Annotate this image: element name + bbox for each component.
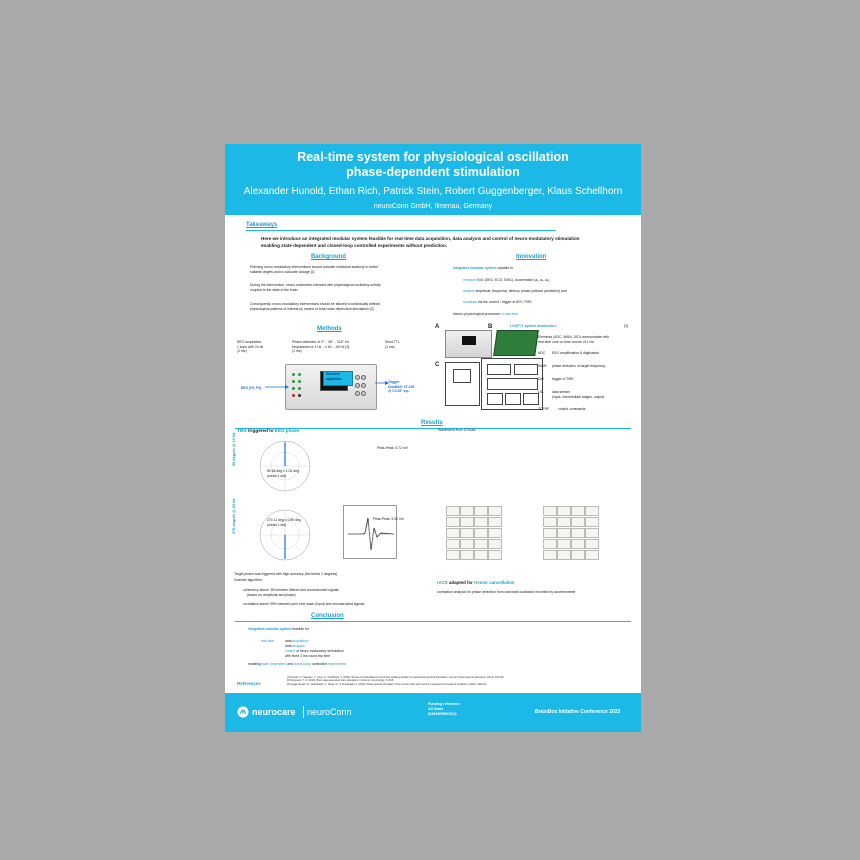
row1-axis-label: 90 degree @ 10 Hz xyxy=(232,432,236,466)
poster-title xyxy=(225,150,641,180)
eeg-arrow xyxy=(265,384,289,390)
send-ttl-line-2: (1 ms) xyxy=(385,344,395,349)
background-p2b: coupled to the state of the brain xyxy=(250,288,298,292)
funding-line-2: (03349R0EK9C3) xyxy=(428,711,457,716)
innovation-line-3 xyxy=(463,300,532,305)
loop-row-tcp: TCP/IP control commands xyxy=(538,407,586,411)
innovation-intro-blue: integrated modular system xyxy=(453,266,497,270)
poster-footer xyxy=(225,693,641,732)
goertzel-point-1b: (based on amplitude and phase) xyxy=(247,593,296,597)
conclusion-item-1: data acquisition xyxy=(285,639,309,643)
tremor-grid-left xyxy=(446,506,502,562)
mep-waveform-plot xyxy=(343,505,397,559)
funding-reference xyxy=(428,702,461,716)
conclusion-item-2: data analysis xyxy=(285,644,305,648)
conclusion-rule xyxy=(235,621,631,622)
takeaways-line-2: enabling state dependent and closed-loop controlled experiments without prediction. xyxy=(261,243,448,248)
innovation-l3-blue: modulate xyxy=(463,300,477,304)
background-p1a: Planning neuro-modulatory interventions should consider individual anatomy to select xyxy=(250,265,379,269)
innovation-l1-rest: ExG (EEG, ECG, EMG), Acceleration (aₓ, aᵧ, aₔ) xyxy=(477,278,550,282)
phase-det-line-1: Phase detection of 0° .. 45° .. 315° for xyxy=(292,340,349,344)
conclusion-intro-rest: feasible for xyxy=(292,627,309,631)
poster xyxy=(225,144,641,732)
tacs-heading xyxy=(437,580,515,585)
takeaways-heading: Takeaways xyxy=(246,222,278,228)
goertzel-title: Goertzel algorithm: xyxy=(234,578,263,582)
conclusion-enabling: enabling state dependent and closed-loop controlled experiments xyxy=(248,662,347,666)
background-heading: Background xyxy=(311,254,347,260)
references-heading: References xyxy=(237,681,261,686)
poster-header xyxy=(225,144,641,215)
neurocare-logo-icon xyxy=(237,706,249,718)
loop-intro-line-1: Elements (ADC, MAIN, DIO) communicate with xyxy=(538,335,609,339)
loop-row-lsl: LSL data stream xyxy=(538,390,570,394)
device-right-ports xyxy=(354,373,368,401)
tremor-grid-right xyxy=(543,506,599,562)
phase-det-line-2: frequencies of 4 Hz .. 4 Hz .. 40 Hz [3] xyxy=(292,344,350,349)
eeg-acq-line-1: EEG acquisition: xyxy=(237,340,263,344)
phase-detection xyxy=(292,340,349,354)
goertzel-label-line-1: Goertzel xyxy=(326,372,340,376)
reference-2: [2] Bergmann, T. O. (2018). Brain state-dependent brain stimulation. Frontiers in psychology, 9, 2108. xyxy=(287,679,394,683)
takeaways-line-1: Here we introduce an integrated modular system feasible for real-time data acquisition, data analysis and control of neuro-modulatory stimulation xyxy=(261,236,580,241)
background-p3b: physiological patterns of interest by means of brain state dependent stimulation [2]. xyxy=(250,307,375,311)
innovation-line-1 xyxy=(463,278,549,283)
trigger-line-2: DuoMAG XT-100 xyxy=(388,384,415,389)
background-p2a: During the intervention, neuro-modulation interacts with physiological oscillatory activity xyxy=(250,283,381,287)
circuit-boards-image xyxy=(493,330,539,356)
loop-intro-line-2: real-time core on time course of 1 ms xyxy=(538,339,594,344)
funding-line-1: AD Brain xyxy=(428,706,444,711)
trigger-arrow xyxy=(375,380,389,386)
send-ttl-line-1: Send TTL xyxy=(385,340,400,344)
tms-heading xyxy=(237,428,299,433)
loop-row-main: MAIN phase detection of target frequency xyxy=(538,364,606,368)
title-line-2: phase-dependent stimulation xyxy=(346,165,520,179)
eeg-acq-line-3: (1 ms) xyxy=(237,349,247,354)
innovation-intro-rest: capable to xyxy=(497,266,513,270)
takeaways-rule xyxy=(246,230,556,231)
loop-intro xyxy=(538,335,609,344)
goertzel-point-2: correlation above 95% between pure sine wave (input) and reconstructed signals xyxy=(243,602,365,606)
neurocare-logo-text: neurocare xyxy=(252,707,296,717)
innovation-heading: Innovation xyxy=(516,254,547,260)
eeg-acquisition xyxy=(237,340,263,354)
reference-3: [3] Guggenberger, R., Gharabaghi, A., Neale, M., & Gharabaghi, A. (2023). Phase-specific stimulation of the human brain with real-time measurement instead of prediction. bioRxiv, 2023-04. xyxy=(287,682,487,686)
trigger-label xyxy=(388,380,414,394)
polar-plot-90deg xyxy=(257,438,313,494)
conference-name: BrainBox Initiative Conference 2023 xyxy=(535,709,621,715)
tacs-word: tACS xyxy=(437,580,448,585)
eeg-electrodes-label: EEG (F3, P3) xyxy=(241,386,262,390)
send-ttl xyxy=(385,340,400,349)
loopit-device-small xyxy=(445,330,492,358)
loop-title: LOOP IT system architecture xyxy=(510,324,557,328)
row2-peak-peak: Peak-Peak: 5.32 mV xyxy=(373,517,405,521)
tacs-text: correlation analysis for phase detection from dominant oscillation recorded by accelerometer xyxy=(437,590,576,594)
row2-stat xyxy=(267,518,301,527)
row1-stat-line-1: 89.66 deg ± 1.02 deg xyxy=(267,469,300,473)
innovation-intro xyxy=(453,266,513,271)
loop-ref: [3] xyxy=(624,324,628,328)
references-list xyxy=(287,676,504,686)
conclusion-heading: Conclusion xyxy=(311,613,344,619)
trigger-line-3: @ C3 45° a.p. xyxy=(388,389,410,394)
conclusion-intro-blue: integrated modular system xyxy=(248,627,292,631)
tms-word: TMS xyxy=(237,428,247,433)
methods-heading: Methods xyxy=(317,326,342,332)
mep-waveform-trace xyxy=(344,506,396,558)
affiliation: neuroConn GmbH, Ilmenau, Germany xyxy=(373,203,493,210)
row1-stat-line-2: (mean ± std) xyxy=(267,473,287,478)
loop-row-adc: ADC EEG amplification & digitization xyxy=(538,351,600,355)
neuroconn-logo-text: neuroConn xyxy=(307,707,352,717)
logo-divider xyxy=(303,706,304,718)
authors: Alexander Hunold, Ethan Rich, Patrick Stein, Robert Guggenberger, Klaus Schellhorn xyxy=(243,186,623,197)
eeg-acq-line-2: 1 kops with 24 bit xyxy=(237,344,264,349)
phase-det-line-3: (1 ms) xyxy=(292,349,302,354)
innovation-line-2 xyxy=(463,289,567,294)
loop-row-dio: DIO trigger of TMS xyxy=(538,377,574,381)
innovation-l2-blue: analyze xyxy=(463,289,475,293)
panel-label-b: B xyxy=(488,324,493,330)
tacs-tremor: tremor cancellation xyxy=(474,580,515,585)
panel-label-a: A xyxy=(435,324,440,330)
goertzel-point-1: coherency above .85 between filtered and reconstructed signals xyxy=(243,588,339,592)
waveforms-note: Waveforms from 20 trials xyxy=(438,428,476,432)
tms-eeg-phase: EEG phase xyxy=(274,428,300,433)
conclusion-intro xyxy=(248,627,309,632)
innovation-l2-rest: amplitude, frequency, latency, phase (without prediction) and xyxy=(475,289,567,293)
funding-label: Funding reference: xyxy=(428,702,461,706)
row1-peak-peak: Peak-Peak: 5.72 mV xyxy=(377,446,409,450)
row2-axis-label: 270 degree @ 20 Hz xyxy=(232,498,236,534)
panel-label-c: C xyxy=(435,362,440,368)
row1-stat xyxy=(267,469,299,478)
conclusion-item-3: control of neuro-modulatory stimulation xyxy=(285,649,344,653)
background-p1b: suitable targets and to calculate dosage [1] xyxy=(250,270,315,274)
reference-1: [1] Hunold, A., Haueisen, J., Nees, F., & Moliadze, V. (2023). Review of individualized current flow modeling studies for transcranial electrical stimulation. Journal of Neuroscience Research, 101(4), 405-423. xyxy=(287,676,505,679)
row2-stat-line-1: 270.11 deg ± 0.89 deg xyxy=(267,518,301,522)
innovation-l4-rest: electro-physiological processes xyxy=(453,312,501,316)
trigger-line-1: Trigger xyxy=(388,380,400,384)
innovation-l4-blue: in real-time xyxy=(501,312,518,316)
tms-mid: triggered to xyxy=(247,428,274,433)
innovation-l3-rest: via the control / trigger of tES / TMS xyxy=(477,300,532,304)
loop-row-lsl-2: (input, intermediate stages, output) xyxy=(552,395,605,399)
device-left-ports xyxy=(291,371,309,403)
background-p3a: Consequently, neuro-modulatory interventions should be tailored to individually defined xyxy=(250,302,381,306)
row2-stat-line-2: (mean ± std) xyxy=(267,522,287,527)
conclusion-item-4: with fixed 3 ms round trip time xyxy=(285,654,331,658)
polar-plot-270deg xyxy=(257,507,313,563)
accuracy-note: Target phase was triggered with high accuracy (std below 2 degrees) xyxy=(234,572,338,576)
innovation-line-4 xyxy=(453,312,518,317)
innovation-l1-blue: measure xyxy=(463,278,477,282)
tacs-mid: adapted for xyxy=(448,580,473,585)
title-line-1: Real-time system for physiological oscillation xyxy=(297,150,569,164)
goertzel-label xyxy=(326,372,341,381)
loop-diagram-host xyxy=(445,362,480,406)
loop-diagram-core xyxy=(481,358,543,410)
goertzel-label-line-2: algorithm xyxy=(326,376,342,381)
results-heading: Results xyxy=(421,420,443,426)
conclusion-realtime: real-time xyxy=(261,639,275,643)
